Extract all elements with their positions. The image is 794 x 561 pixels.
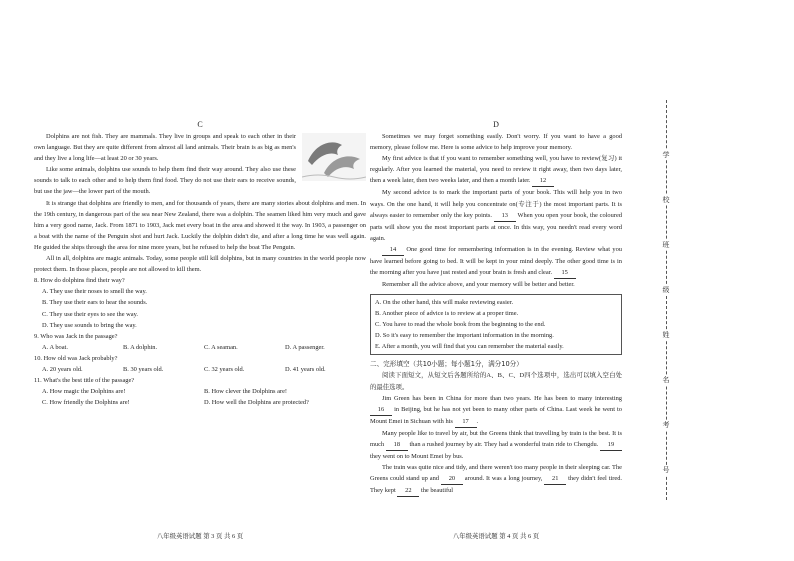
question-11-option-a: A. How magic the Dolphins are!: [42, 388, 126, 396]
binding-label-char: 号: [660, 465, 672, 475]
binding-dashed-line: [666, 100, 668, 500]
box-option-e: E. After a month, you will find that you can remember the material easily.: [375, 343, 564, 351]
blank-15: 15: [554, 267, 576, 279]
question-11-option-d: D. How well the Dolphins are protected?: [204, 399, 309, 407]
question-10-options: [42, 364, 366, 375]
section-d-title: D: [493, 120, 499, 129]
binding-label-char: 级: [660, 285, 672, 295]
question-8-stem: 8. How do dolphins find their way?: [34, 277, 125, 285]
question-9-options: [42, 342, 366, 353]
blank-18: 18: [386, 439, 408, 451]
cloze-instruction: 阅读下面短文，从短文后各题所给的A、B、C、D四个选项中，选出可以填入空白处的最佳选项。: [370, 372, 622, 391]
binding-label-char: 班: [660, 240, 672, 250]
sentence-options-box: [370, 294, 622, 355]
question-8-option-b: B. They use their ears to hear the sounds.: [42, 299, 148, 307]
blank-16: 16: [370, 404, 392, 416]
cloze-paragraph-2: Many people like to travel by air, but the Greens think that travelling by train is the best. It is much 18 than a rushed journey by air. They had a wonderful train ride to Chengdu. 19 they went on to Mount Emei by bus.: [370, 429, 622, 461]
passage-c-paragraph: Dolphins are not fish. They are mammals. They live in groups and speak to each other in their own language. But they are quite different from almost all land animals. Their brain is as big as men's and they live a long life—at least 20 or 30 years.: [34, 133, 296, 163]
blank-22: 22: [397, 485, 419, 497]
box-option-a: A. On the other hand, this will make reviewing easier.: [375, 299, 514, 307]
question-9-option-c: C. A seaman.: [204, 343, 238, 351]
question-8-option-a: A. They use their noses to smell the way.: [42, 288, 147, 296]
question-10-option-b: B. 30 years old.: [123, 365, 164, 373]
question-11-options-row-1: [42, 386, 366, 397]
binding-label-char: 姓: [660, 330, 672, 340]
left-page: [34, 120, 366, 540]
section-c-title: C: [197, 120, 203, 129]
question-8-option-c: C. They use their eyes to see the way.: [42, 310, 139, 318]
question-9-option-a: A. A boat.: [42, 343, 68, 351]
binding-label-char: 校: [660, 195, 672, 205]
right-page: [370, 120, 622, 540]
cloze-paragraph-1: Jim Green has been in China for more than two years. He has been to many interesting 16 in Beijing, but he has not yet been to many other parts of China. Last week he went to Mount Emei in Sichuan with his 17 .: [370, 393, 622, 428]
binding-label-char: 考: [660, 420, 672, 430]
box-option-d: D. So it's easy to remember the important information in the morning.: [375, 332, 554, 340]
passage-d-paragraph-4: 14 One good time for remembering information is in the evening. Review what you have learned before going to bed. It will be kept in your mind deeply. The other good time is in the morning after you have just rested and your brain is fresh and clear. 15: [370, 244, 622, 279]
question-11-option-c: C. How friendly the Dolphins are!: [42, 399, 130, 407]
page-footer-right: 八年级英语试题 第 4 页 共 6 页: [452, 533, 540, 540]
blank-20: 20: [441, 473, 463, 485]
passage-c-paragraph: All in all, dolphins are magic animals. Today, some people still kill dolphins, but in many countries in the world people now protect them. In those places, people are not allowed to kill them.: [34, 255, 366, 274]
question-9-option-d: D. A passenger.: [285, 343, 325, 351]
passage-d-paragraph-2: My first advice is that if you want to remember something well, you have to review(复习) it regularly. After you learned the material, you need to review it right away, then two days later, then a week later, then two weeks later, and then a month later. 12: [370, 153, 622, 187]
blank-21: 21: [544, 473, 566, 485]
box-option-b: B. Another piece of advice is to review at a proper time.: [375, 310, 519, 318]
passage-d-paragraph-1: Sometimes we may forget something easily. Don't worry. If you want to have a good memory, please follow me. Here is some advice to help improve your memory.: [370, 133, 622, 152]
question-9-option-b: B. A dolphin.: [123, 343, 158, 351]
question-11-stem: 11. What's the best title of the passage?: [34, 377, 135, 385]
question-10-option-c: C. 32 years old.: [204, 365, 245, 373]
blank-17: 17: [455, 416, 477, 428]
passage-c-paragraph: Like some animals, dolphins use sounds to help them find their way around. They also use these sounds to talk to each other and to help them find food. They do not use their ears to receive sounds, but use the jaw—the lower part of the mouth.: [34, 166, 296, 196]
question-10-stem: 10. How old was Jack probably?: [34, 354, 118, 362]
blank-14: 14: [382, 244, 404, 256]
blank-19: 19: [600, 439, 622, 451]
passage-d-paragraph-5: Remember all the advice above, and your memory will be better and better.: [382, 281, 575, 289]
page-footer-left: 八年级英语试题 第 3 页 共 6 页: [156, 533, 244, 540]
box-option-c: C. You have to read the whole book from the beginning to the end.: [375, 321, 546, 329]
binding-label-char: 名: [660, 375, 672, 385]
question-10-option-d: D. 41 years old.: [285, 365, 326, 373]
binding-label-char: 学: [660, 150, 672, 160]
blank-13: 13: [494, 210, 516, 222]
question-10-option-a: A. 20 years old.: [42, 365, 83, 373]
question-11-option-b: B. How clever the Dolphins are!: [204, 388, 288, 396]
passage-d-paragraph-3: My second advice is to mark the important parts of your book. This will help you in two ways. On the one hand, it will help you concentrate on(专注于) the most important parts. It is always easier to remember only the key points. 13 When you open your book, the coloured parts will show you the most important parts at once. In this way, you needn't read every word again.: [370, 189, 622, 242]
question-11-options-row-2: [42, 397, 366, 408]
dolphin-illustration: [302, 133, 366, 181]
question-9-stem: 9. Who was Jack in the passage?: [34, 332, 118, 340]
passage-c-paragraph: It is strange that dolphins are friendly to men, and for thousands of years, there are many stories about dolphins and men. In the 19th century, in dangerous part of the sea near New Zealand, there was a dolphin. The seamen liked him very much and gave him a very good name, Jack. From 1871 to 1903, Jack met every boat in the area and showed it the way. In 1903, a passenger on a boat with the name of the Penguin shot and hurt Jack. Luckily the dolphin didn't die, and after a long time he was well again. He guided the ships through the area for nine more years, but he refused to help the boat The Penguin.: [34, 199, 366, 251]
question-8-option-d: D. They use sounds to bring the way.: [42, 321, 137, 329]
cloze-section-heading: 二、完形填空（共10小题；每小题1分，满分10分）: [370, 360, 523, 369]
blank-12: 12: [532, 175, 554, 187]
cloze-paragraph-3: The train was quite nice and tidy, and there weren't too many people in their sleeping car. The Greens could stand up and 20 around. It was a long journey, 21 they didn't feel tired. They kept 22 the beautiful: [370, 462, 622, 497]
